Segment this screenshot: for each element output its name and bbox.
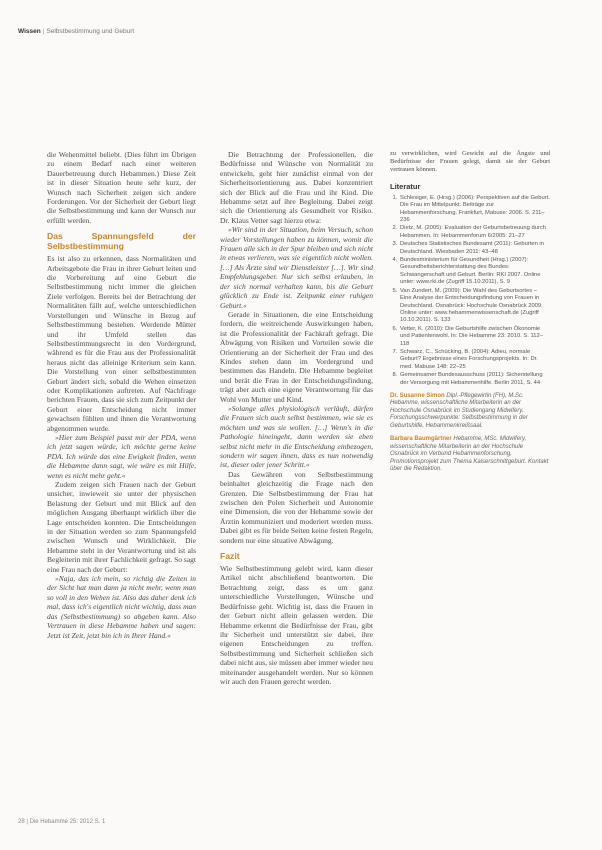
author-info xyxy=(390,436,550,474)
reference-list xyxy=(390,195,550,387)
running-header xyxy=(18,28,134,35)
column-3 xyxy=(390,150,550,474)
header-separator: | xyxy=(42,28,45,35)
author-name: Dr. Susanne Simon xyxy=(390,392,445,399)
page-footer: 28 | Die Hebamme 25: 2012 S. 1 xyxy=(18,819,106,825)
reference-item: 6. Vetter, K. (2010): Die Geburtshilfe zwischen Ökonomie und Patientenwohl. In: Die Hebamme 23: 2010. S. 112–118 xyxy=(399,326,550,348)
reference-item: 4. Bundesministerium für Gesundheit (Hrsg.) (2007): Gesundheitsberichterstattung des Bundes: Schwangerschaft und Geburt. Berlin: RKI 2007. Online unter: www.rki.de (Zugriff 15.10.2011), S. 9 xyxy=(399,257,550,287)
author-bio: Hebamme, MSc. Midwifery, wissenschaftliche Mitarbeiterin an der Hochschule Osnabrück im Verbund Hebammenforschung, Promotionsprojekt zum Thema Kaiserschnittgeburt. Kontakt über die Redaktion. xyxy=(390,436,549,473)
interview-quote: »Solange alles physiologisch verläuft, dürfen die Frauen sich auch selbst bestimmen, wie sie es möchten und was sie wollen. […] Wenn's in die Pathologie hineingeht, dann werden sie eben selbst nicht mehr in die Entscheidung einbezogen, sondern wir sagen ihnen, dass es nun notwendig ist, dieser oder jener Schritt.« xyxy=(220,403,373,470)
author-name: Barbara Baumgärtner xyxy=(390,436,452,443)
section-heading-spannungsfeld: Das Spannungsfeld der Selbstbestimmung xyxy=(47,231,196,252)
paragraph: Die Betrachtung der Professionellen, die Bedürfnisse und Wünsche von Normalität zu entwickeln, geht hier zunächst einmal von der Sicherheitsorientierung aus. Dabei konzentriert sich der Blick auf die Frau und ihr Kind. Die Hebamme setzt auf ihre Begleitung. Dabei zeigt sich die Orientierung als Gesundheit vor Risiko. Dr. Klaus Vetter sagt hierzu etwa: xyxy=(220,150,373,225)
reference-item: 2. Dietz, M. (2005): Evaluation der Geburtsbetreuung durch Hebammen. In: Hebammenforum 6/2005: 21–27 xyxy=(399,225,550,240)
paragraph: zu verwirklichen, wird Gewicht auf die Ängste und Bedürfnisse der Frauen gelegt, damit sie der Geburt vertrauen können. xyxy=(390,150,550,174)
reference-item: 1. Schlesiger, E. (Hrsg.) (2006): Perspektiven auf die Geburt. Die Frau im Mittelpunkt. Beiträge zur Hebammenforschung. Frankfurt, Mabuse: 2006. S. 211–236 xyxy=(399,195,550,225)
section-name: Wissen xyxy=(18,28,41,35)
subsection-name: Selbstbestimmung und Geburt xyxy=(46,28,135,35)
column-1 xyxy=(47,150,196,640)
reference-item: 3. Deutsches Statistisches Bundesamt (2011): Geburten in Deutschland. Wiesbaden 2011: 43–48 xyxy=(399,241,550,256)
reference-item: 7. Schwarz, C., Schücking, B. (2004): Adieu, normale Geburt? Ergebnisse eines Forschungsprojekts. In: Dr. med. Mabuse 148: 22–25 xyxy=(399,349,550,371)
author-info xyxy=(390,393,550,431)
interview-quote: »Hier zum Beispiel passt mir der PDA, wenn ich jetzt sagen würde, ich möchte gerne keine PDA. Ich würde das eine Ewigkeit finden, wenn die Hebamme dann sagt, wie wäre es mit Hilfe, wenn es nicht mehr geht.« xyxy=(47,432,196,480)
author-bio: Dipl.-Pflegewirtin (FH), M.Sc. Hebamme, wissenschaftliche Mitarbeiterin an der Hochschule Osnabrück im Studiengang Midwifery. Forschungsschwerpunkte: Selbstbestimmung in der Geburtshilfe, Hebammenkreißsaal. xyxy=(390,392,528,429)
interview-quote: »Naja, das ich mein, so richtig die Zeiten in der Sicht hat man dann ja nicht mehr, wenn man so voll in den Wehen ist. Also das daher denk ich mal, dass ich's eigentlich nicht wichtig, dass man das (Selbstbestimmung) so abgeben kann. Also Vertrauen in diese Hebamme haben und sagen: Jetzt ist Zeit, jetzt bin ich in Ihrer Hand.« xyxy=(47,574,196,640)
paragraph: Das Gewähren von Selbstbestimmung beinhaltet gleichzeitig die Frage nach den Grenzen. Die Selbstbestimmung der Frau hat zwischen den Polen Sicherheit und Autonomie eine Dimension, die von der Hebamme sowie der Ärztin kommuniziert und moderiert werden muss. Dabei gibt es für beide Seiten keine festen Regeln, sondern nur eine situative Abwägung. xyxy=(220,469,373,545)
reference-item: 8. Gemeinsamer Bundesausschuss (2011): Sicherstellung der Versorgung mit Hebammenhilfe. Berlin 2011, S. 44 xyxy=(399,372,550,387)
paragraph: Gerade in Situationen, die eine Entscheidung fordern, die weitreichende Auswirkungen haben, ist die Professionalität der Fachkraft gefragt. Die Abwägung von Risiken und Vorteilen sowie die Orientierung an der Sicherheit der Frau und des Kindes stehen dann im Vordergrund und bestimmen das Handeln. Die Hebamme begleitet und berät die Frau in der Entscheidungsfindung, trägt aber auch eine eigene Verantwortung für das Wohl von Mutter und Kind. xyxy=(220,309,373,404)
reference-item: 5. Van Zundert, M. (2009): Die Wahl des Geburtsortes – Eine Analyse der Entscheidungsfindung von Frauen in Deutschland. Osnabrück: Hochschule Osnabrück 2009. Online unter: www.hebammenwissenschaft.de (Zugriff 10.10.2011). S. 133 xyxy=(399,288,550,325)
paragraph: Wie Selbstbestimmung gelebt wird, kann dieser Artikel nicht abschließend beantworten. Die Betrachtung zeigt, dass es um ganz unterschiedliche Vorstellungen, Wünsche und Bedürfnisse geht. Wichtig ist, dass die Frauen in der Geburt nicht allein gelassen werden. Die Hebamme erkennt die Bedürfnisse der Frau, gibt ihr Sicherheit und unterstützt sie dabei, ihre eigenen Entscheidungen zu treffen. Selbstbestimmung und Sicherheit schließen sich dabei nicht aus, sie müssen aber immer wieder neu miteinander ausgehandelt werden. Nur so können wir auch den Frauen gerecht werden. xyxy=(220,564,373,686)
paragraph: Es ist also zu erkennen, dass Normalitäten und Arbeitsgebote die Frau in ihrer Geburt leiten und die Vorbereitung auf eine Geburt die Selbstbestimmung nicht immer die gleichen Ziele verfolgen. Bereits bei der Betrachtung der Normalitäten fällt auf, welche unterschiedlichen Vorstellungen und Wünsche in Bezug auf Selbstbestimmung bestehen. Werdende Mütter und ihr Umfeld stellen das Selbstbestimmungsrecht in den Vordergrund, während es für die Frau aus der Professionalität heraus nicht das alleinige Kriterium sein kann. Die Vorstellung von einer selbstbestimmten Geburt ändert sich, sobald die Wehen einsetzen oder Komplikationen auftreten. Auf Nachfrage berichten Frauen, dass sie sich zum Zeitpunkt der Geburt einer Entscheidung nicht immer gewachsen fühlten und ihnen die Verantwortung abgenommen wurde. xyxy=(47,254,196,433)
interview-quote: »Wir sind in der Situation, beim Versuch, schon wieder Vorstellungen haben zu können, womit die Frauen alle sich in der Spur bleiben und sich nicht in etwas verlieren, was sie eigentlich nicht wollen. […] Als Ärzte sind wir Dienstleister […]. Wir sind Empfehlungsgeber. Nur sich selbst erlauben, in der sich normal verhalten kann, bis die Geburt glücklich zu Ende ist. Zeitpunkt einer ruhigen Geburt.« xyxy=(220,225,373,310)
section-heading-fazit: Fazit xyxy=(220,551,240,562)
paragraph: die Wehenmittel beliebt. (Dies führt im Übrigen zu einem Bedarf nach einer weiteren Dauerbetreuung durch Hebammen.) Diese Zeit ist in dieser Situation heute sehr kurz, der Wunsch nach Sicherheit zeigen sich andere Forderungen. Vor der Sicherheit der Geburt liegt die Selbstbestimmung und kann der Wunsch nur erfüllt werden. xyxy=(47,150,196,225)
literature-heading: Literatur xyxy=(390,181,421,191)
column-2 xyxy=(220,150,373,686)
paragraph: Zudem zeigen sich Frauen nach der Geburt unsicher, inwieweit sie unter der physischen Belastung der Geburt und mit Blick auf den möglichen Ausgang überhaupt wirklich über die Lage entscheiden konnten. Die Entscheidungen in der Situation werden so zum Spannungsfeld zwischen Wunsch und Wirklichkeit. Die Hebamme steht in der Verantwortung und ist als Begleiterin mit ihrer Fachlichkeit gefragt. So sagt eine Frau nach der Geburt: xyxy=(47,480,196,574)
